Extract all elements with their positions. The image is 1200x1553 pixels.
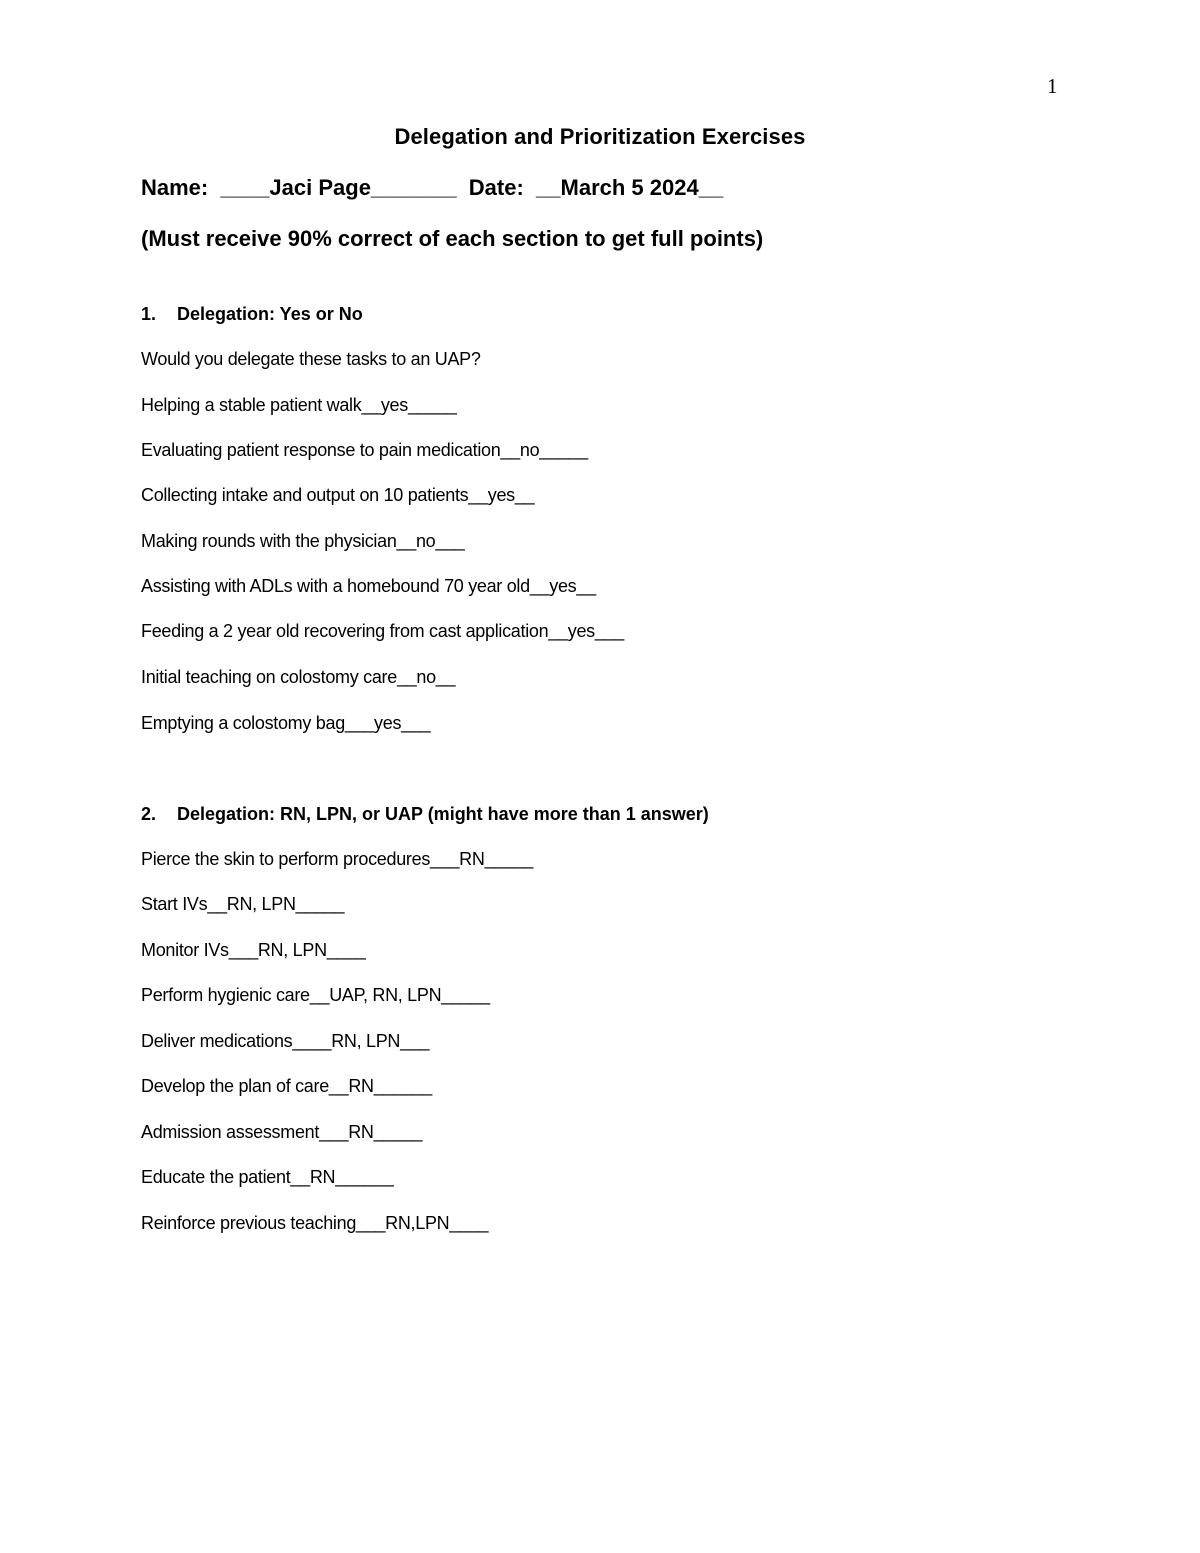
list-item: Perform hygienic care__UAP, RN, LPN_____ — [141, 985, 490, 1005]
list-item: Educate the patient__RN______ — [141, 1167, 394, 1187]
list-item: Making rounds with the physician__no___ — [141, 531, 465, 551]
page-number: 1 — [1047, 74, 1058, 98]
list-item: Feeding a 2 year old recovering from cast application__yes___ — [141, 621, 624, 641]
list-item: Initial teaching on colostomy care__no__ — [141, 667, 456, 687]
list-item: Start IVs__RN, LPN_____ — [141, 894, 345, 914]
grading-instruction: (Must receive 90% correct of each section to get full points) — [141, 226, 764, 251]
section-2-number: 2. — [141, 804, 157, 824]
list-item: Monitor IVs___RN, LPN____ — [141, 940, 366, 960]
document-title: Delegation and Prioritization Exercises — [394, 124, 806, 149]
list-item: Emptying a colostomy bag___yes___ — [141, 713, 431, 733]
name-date-line: Name: ____Jaci Page_______ Date: __March 5 2024__ — [141, 175, 724, 200]
list-item: Helping a stable patient walk__yes_____ — [141, 395, 457, 415]
list-item: Develop the plan of care__RN______ — [141, 1076, 433, 1096]
section-2-heading — [141, 804, 709, 825]
section-2-title: Delegation: RN, LPN, or UAP (might have more than 1 answer) — [177, 804, 709, 824]
list-item: Evaluating patient response to pain medication__no_____ — [141, 440, 588, 460]
section-1-heading — [141, 304, 363, 325]
list-item: Assisting with ADLs with a homebound 70 year old__yes__ — [141, 576, 596, 596]
list-item: Reinforce previous teaching___RN,LPN____ — [141, 1213, 489, 1233]
list-item: Deliver medications____RN, LPN___ — [141, 1031, 430, 1051]
section-1-title: Delegation: Yes or No — [177, 304, 363, 324]
section-1-number: 1. — [141, 304, 157, 324]
list-item: Collecting intake and output on 10 patients__yes__ — [141, 485, 535, 505]
list-item: Admission assessment___RN_____ — [141, 1122, 423, 1142]
list-item: Pierce the skin to perform procedures___RN_____ — [141, 849, 534, 869]
section-1-prompt: Would you delegate these tasks to an UAP? — [141, 349, 481, 369]
